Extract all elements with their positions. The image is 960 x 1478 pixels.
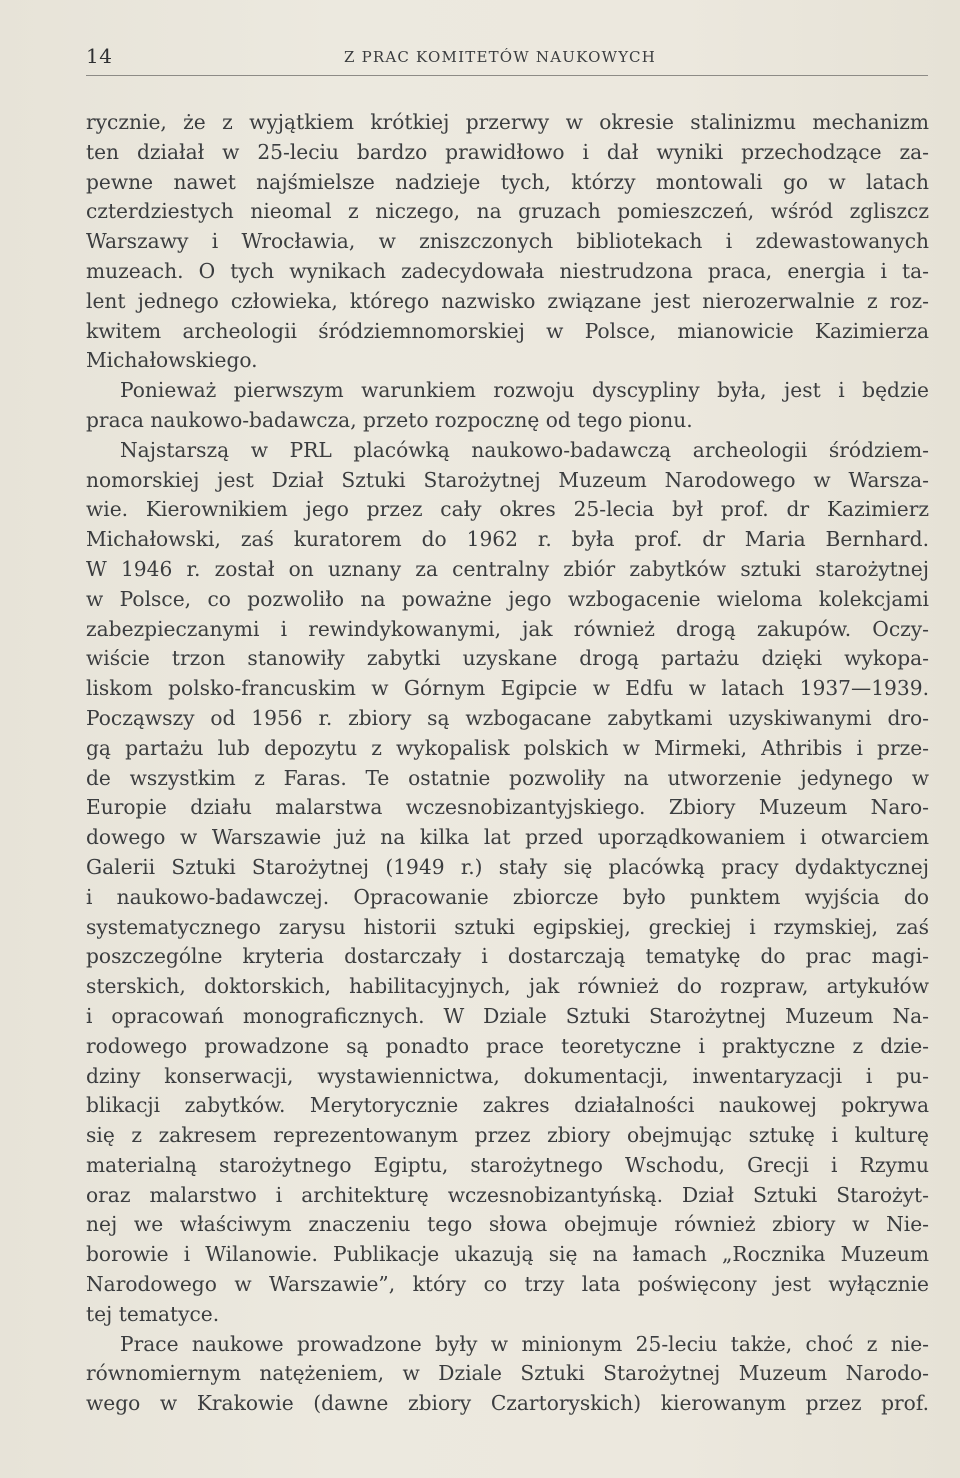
text-line: Warszawy i Wrocławia, w zniszczonych bibliotekach i zdewastowanych [86,229,929,254]
text-line: wego w Krakowie (dawne zbiory Czartoryskich) kierowanym przez prof. [86,1391,929,1416]
text-line: się z zakresem reprezentowanym przez zbiory obejmując sztukę i kulturę [86,1123,929,1148]
text-line: w Polsce, co pozwoliło na poważne jego wzbogacenie wieloma kolekcjami [86,586,929,611]
text-line: rodowego prowadzone są ponadto prace teoretyczne i praktyczne z dzie- [86,1033,929,1058]
header-rule [86,75,928,76]
text-line: czterdziestych nieomal z niczego, na gruzach pomieszczeń, wśród zgliszcz [86,199,929,224]
text-line: blikacji zabytków. Merytorycznie zakres działalności naukowej pokrywa [86,1093,929,1118]
text-line: nej we właściwym znaczeniu tego słowa obejmuje również zbiory w Nie- [86,1212,929,1237]
text-line: równomiernym natężeniem, w Dziale Sztuki Starożytnej Muzeum Narodo- [86,1361,929,1386]
text-line: pewne nawet najśmielsze nadzieje tych, którzy montowali go w latach [86,169,929,194]
text-line: borowie i Wilanowie. Publikacje ukazują się na łamach „Rocznika Muzeum [86,1242,929,1267]
text-line: dziny konserwacji, wystawiennictwa, dokumentacji, inwentaryzacji i pu- [86,1063,929,1088]
text-line: W 1946 r. został on uznany za centralny zbiór zabytków sztuki starożytnej [86,556,929,581]
text-line: ten działał w 25-leciu bardzo prawidłowo i dał wyniki przechodzące za- [86,139,929,164]
text-line: muzeach. O tych wynikach zadecydowała niestrudzona praca, energia i ta- [86,258,929,283]
text-line: oraz malarstwo i architekturę wczesnobizantyńską. Dział Sztuki Starożyt- [86,1182,929,1207]
text-line: praca naukowo-badawcza, przeto rozpocznę od tego pionu. [86,407,693,432]
text-line: poszczególne kryteria dostarczały i dostarczają tematykę do prac magi- [86,944,929,969]
body-text [86,108,929,1419]
text-line: liskom polsko-francuskim w Górnym Egipcie w Edfu w latach 1937—1939. [86,676,929,701]
text-line: Począwszy od 1956 r. zbiory są wzbogacane zabytkami uzyskiwanymi dro- [86,705,929,730]
text-line: de wszystkim z Faras. Te ostatnie pozwoliły na utworzenie jedynego w [86,765,929,790]
text-line: dowego w Warszawie już na kilka lat przed uporządkowaniem i otwarciem [86,825,929,850]
text-line: lent jednego człowieka, którego nazwisko związane jest nierozerwalnie z roz- [86,288,929,313]
text-line: zabezpieczanymi i rewindykowanymi, jak również drogą zakupów. Oczy- [86,616,929,641]
text-line: Galerii Sztuki Starożytnej (1949 r.) stały się placówką pracy dydaktycznej [86,854,929,879]
page-number: 14 [86,44,113,68]
running-head: Z PRAC KOMITETÓW NAUKOWYCH [344,48,656,66]
text-line: Michałowskiego. [86,348,258,373]
text-line: rycznie, że z wyjątkiem krótkiej przerwy w okresie stalinizmu mechanizm [86,110,929,134]
text-line: Michałowski, zaś kuratorem do 1962 r. była prof. dr Maria Bernhard. [86,527,929,552]
text-line: i naukowo-badawczej. Opracowanie zbiorcze było punktem wyjścia do [86,884,929,909]
text-line: tej tematyce. [86,1301,220,1326]
text-line: Narodowego w Warszawie”, który co trzy lata poświęcony jest wyłącznie [86,1272,929,1297]
text-line: wie. Kierownikiem jego przez cały okres 25-lecia był prof. dr Kazimierz [86,497,929,522]
text-line: gą partażu lub depozytu z wykopalisk polskich w Mirmeki, Athribis i prze- [86,735,929,760]
text-line: materialną starożytnego Egiptu, starożytnego Wschodu, Grecji i Rzymu [86,1152,929,1177]
text-line: Europie działu malarstwa wczesnobizantyjskiego. Zbiory Muzeum Naro- [86,795,929,820]
page-header [86,44,926,74]
text-line: wiście trzon stanowiły zabytki uzyskane drogą partażu dzięki wykopa- [86,646,929,671]
text-line: Najstarszą w PRL placówką naukowo-badawczą archeologii śródziem- [120,437,929,462]
text-line: Ponieważ pierwszym warunkiem rozwoju dyscypliny była, jest i będzie [120,378,929,403]
text-line: sterskich, doktorskich, habilitacyjnych, jak również do rozpraw, artykułów [86,974,929,999]
text-line: i opracowań monograficznych. W Dziale Sztuki Starożytnej Muzeum Na- [86,1003,929,1028]
text-line: systematycznego zarysu historii sztuki egipskiej, greckiej i rzymskiej, zaś [86,914,929,939]
text-line: kwitem archeologii śródziemnomorskiej w Polsce, mianowicie Kazimierza [86,318,929,343]
text-line: nomorskiej jest Dział Sztuki Starożytnej Muzeum Narodowego w Warsza- [86,467,929,492]
text-line: Prace naukowe prowadzone były w minionym 25-leciu także, choć z nie- [120,1331,929,1356]
